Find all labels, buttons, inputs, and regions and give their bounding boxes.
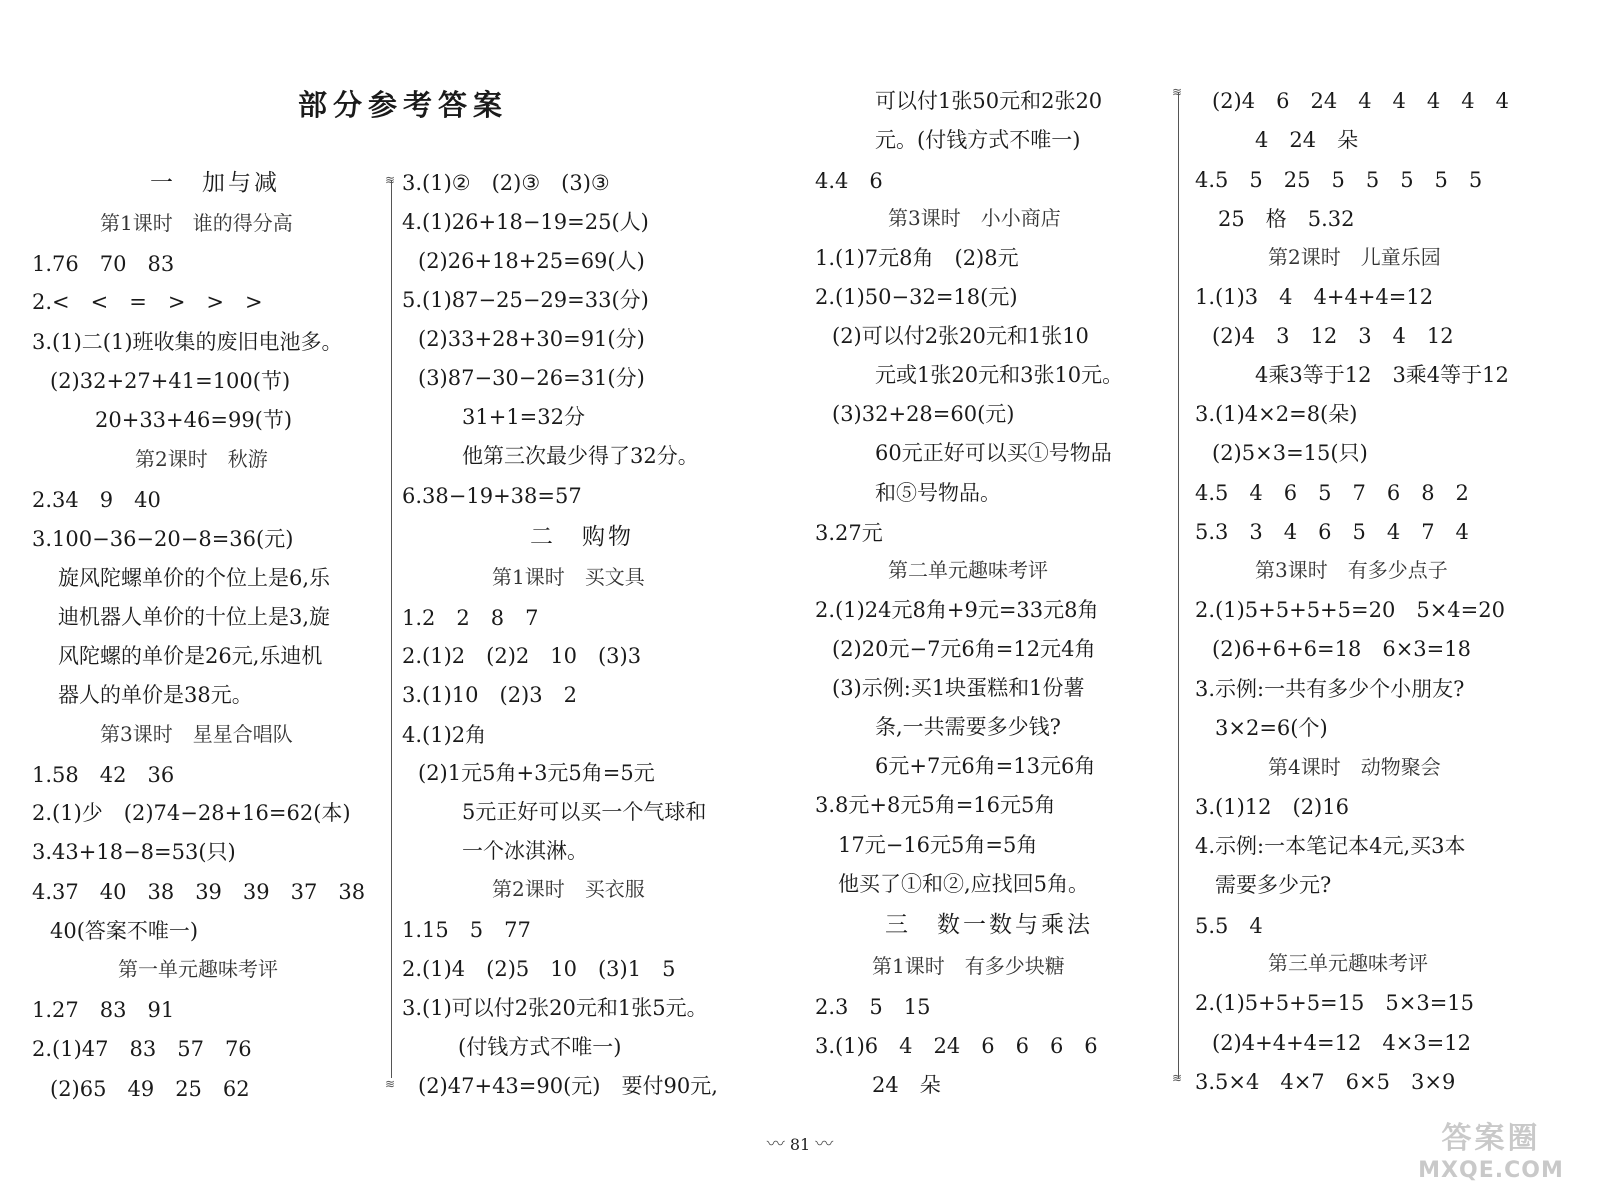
lesson-heading: 第1课时 有多少块糖 xyxy=(872,954,1065,978)
answer-line: (2)5×3=15(只) xyxy=(1212,441,1368,465)
answer-line: (2)32+27+41=100(节) xyxy=(50,369,291,393)
answer-line: 60元正好可以买①号物品 xyxy=(875,441,1112,465)
answer-line: 3.(1)10 (2)3 2 xyxy=(402,683,577,707)
watermark xyxy=(1416,1120,1566,1188)
answer-line: 4.示例:一本笔记本4元,买3本 xyxy=(1195,834,1466,858)
answer-line: 4.(1)26+18−19=25(人) xyxy=(402,210,649,234)
answer-line: 3.(1)二(1)班收集的废旧电池多。 xyxy=(32,330,343,354)
column-divider-1 xyxy=(391,180,392,1078)
answer-line: 4.5 5 25 5 5 5 5 5 xyxy=(1195,168,1483,192)
lesson-heading: 第一单元趣味考评 xyxy=(118,957,278,981)
answer-line: 迪机器人单价的十位上是3,旋 xyxy=(58,605,331,629)
answer-line: 3.示例:一共有多少个小朋友? xyxy=(1195,677,1465,701)
answer-line: 4.(1)2角 xyxy=(402,723,487,747)
answer-line: 1.15 5 77 xyxy=(402,918,531,942)
answer-line: 3.8元+8元5角=16元5角 xyxy=(815,793,1056,817)
answer-line: 2.(1)少 (2)74−28+16=62(本) xyxy=(32,801,351,825)
lesson-heading: 第1课时 谁的得分高 xyxy=(100,211,293,235)
answer-line: 3.(1)② (2)③ (3)③ xyxy=(402,171,610,195)
answer-line: 2.(1)2 (2)2 10 (3)3 xyxy=(402,644,642,668)
watermark-url: MXQE.COM xyxy=(1418,1158,1564,1183)
section-heading: 一 加与减 xyxy=(150,170,280,196)
answer-line: 40(答案不唯一) xyxy=(50,919,199,943)
answer-line: 1.(1)3 4 4+4+4=12 xyxy=(1195,285,1434,309)
answer-line: (2)65 49 25 62 xyxy=(50,1077,250,1101)
divider-ornament-icon: ≋ xyxy=(1172,85,1183,99)
section-heading: 二 购物 xyxy=(530,524,634,550)
answer-line: 2.34 9 40 xyxy=(32,488,161,512)
answer-line: 3×2=6(个) xyxy=(1215,716,1328,740)
answer-line: 3.43+18−8=53(只) xyxy=(32,840,236,864)
answer-line: 31+1=32分 xyxy=(462,405,585,429)
lesson-heading: 第2课时 儿童乐园 xyxy=(1268,245,1441,269)
answer-line: 需要多少元? xyxy=(1215,873,1332,897)
divider-ornament-icon: ≋ xyxy=(1172,1071,1183,1085)
answer-line: 3.100−36−20−8=36(元) xyxy=(32,527,294,551)
answer-line: 24 朵 xyxy=(872,1073,941,1097)
lesson-heading: 第4课时 动物聚会 xyxy=(1268,755,1441,779)
answer-line: 旋风陀螺单价的个位上是6,乐 xyxy=(58,566,331,590)
answer-line: 6元+7元6角=13元6角 xyxy=(875,754,1096,778)
answer-line: (2)4 6 24 4 4 4 4 4 xyxy=(1212,89,1509,113)
answer-line: 和⑤号物品。 xyxy=(875,481,1001,505)
answer-line: 2.< < = > > > xyxy=(32,290,263,314)
swirl-left-icon: 〰 xyxy=(766,1134,785,1155)
answer-line: (2)可以付2张20元和1张10 xyxy=(832,324,1089,348)
answer-line: (3)32+28=60(元) xyxy=(832,402,1015,426)
answer-line: 4.5 4 6 5 7 6 8 2 xyxy=(1195,481,1469,505)
answer-line: 1.2 2 8 7 xyxy=(402,606,539,630)
answer-line: 器人的单价是38元。 xyxy=(58,683,253,707)
answer-line: 可以付1张50元和2张20 xyxy=(875,89,1103,113)
answer-line: 4 24 朵 xyxy=(1255,128,1359,152)
lesson-heading: 第2课时 秋游 xyxy=(135,447,268,471)
answer-line: 5元正好可以买一个气球和 xyxy=(462,800,707,824)
answer-line: 2.(1)5+5+5+5=20 5×4=20 xyxy=(1195,598,1505,622)
lesson-heading: 第3课时 星星合唱队 xyxy=(100,722,293,746)
answer-line: 2.(1)4 (2)5 10 (3)1 5 xyxy=(402,957,676,981)
answer-line: (2)47+43=90(元) 要付90元, xyxy=(418,1074,718,1098)
answer-line: 5.5 4 xyxy=(1195,914,1263,938)
swirl-right-icon: 〰 xyxy=(815,1134,834,1155)
answer-line: 1.27 83 91 xyxy=(32,998,175,1022)
lesson-heading: 第3课时 有多少点子 xyxy=(1255,558,1448,582)
lesson-heading: 第三单元趣味考评 xyxy=(1268,951,1428,975)
answer-line: 5.3 3 4 6 5 4 7 4 xyxy=(1195,520,1469,544)
lesson-heading: 第1课时 买文具 xyxy=(492,565,645,589)
answer-line: 4.37 40 38 39 39 37 38 xyxy=(32,880,366,904)
answer-line: 他第三次最少得了32分。 xyxy=(462,444,699,468)
answer-line: 6.38−19+38=57 xyxy=(402,484,582,508)
answer-line: 一个冰淇淋。 xyxy=(462,839,588,863)
divider-ornament-icon: ≋ xyxy=(385,1077,396,1091)
answer-line: 4.4 6 xyxy=(815,169,883,193)
answer-line: 风陀螺的单价是26元,乐迪机 xyxy=(58,644,323,668)
divider-ornament-icon: ≋ xyxy=(385,173,396,187)
answer-line: 17元−16元5角=5角 xyxy=(838,833,1038,857)
lesson-heading: 第2课时 买衣服 xyxy=(492,877,645,901)
answer-line: 3.(1)可以付2张20元和1张5元。 xyxy=(402,996,708,1020)
answer-line: (2)26+18+25=69(人) xyxy=(418,249,645,273)
answer-line: 3.5×4 4×7 6×5 3×9 xyxy=(1195,1070,1456,1094)
page-number: 81 xyxy=(789,1135,811,1154)
answer-line: 4乘3等于12 3乘4等于12 xyxy=(1255,363,1509,387)
answer-line: 3.(1)4×2=8(朵) xyxy=(1195,402,1358,426)
answer-line: 5.(1)87−25−29=33(分) xyxy=(402,288,649,312)
answer-line: 1.76 70 83 xyxy=(32,252,175,276)
answer-line: (2)4 3 12 3 4 12 xyxy=(1212,324,1454,348)
watermark-logo-text: 答案圈 xyxy=(1441,1121,1541,1156)
answer-line: 1.58 42 36 xyxy=(32,763,175,787)
answer-line: (2)20元−7元6角=12元4角 xyxy=(832,637,1096,661)
answer-line: (3)87−30−26=31(分) xyxy=(418,366,645,390)
column-divider-3 xyxy=(1178,92,1179,1078)
answer-line: (付钱方式不唯一) xyxy=(458,1035,622,1059)
answer-line: 1.(1)7元8角 (2)8元 xyxy=(815,246,1019,270)
answer-line: 2.3 5 15 xyxy=(815,995,931,1019)
answer-line: (2)6+6+6=18 6×3=18 xyxy=(1212,637,1471,661)
answer-line: 条,一共需要多少钱? xyxy=(875,715,1061,739)
answer-line: 3.27元 xyxy=(815,521,883,545)
answer-line: 元或1张20元和3张10元。 xyxy=(875,363,1124,387)
answer-line: (2)33+28+30=91(分) xyxy=(418,327,645,351)
answer-line: 元。(付钱方式不唯一) xyxy=(875,128,1081,152)
answer-line: (2)1元5角+3元5角=5元 xyxy=(418,761,655,785)
answer-line: (2)4+4+4=12 4×3=12 xyxy=(1212,1031,1471,1055)
answer-line: 他买了①和②,应找回5角。 xyxy=(838,872,1090,896)
section-heading: 三 数一数与乘法 xyxy=(885,912,1093,938)
answer-line: 2.(1)5+5+5=15 5×3=15 xyxy=(1195,991,1475,1015)
page-title: 部分参考答案 xyxy=(298,88,509,122)
answer-line: (3)示例:买1块蛋糕和1份薯 xyxy=(832,676,1085,700)
answer-line: 2.(1)24元8角+9元=33元8角 xyxy=(815,598,1099,622)
answer-line: 3.(1)6 4 24 6 6 6 6 xyxy=(815,1034,1098,1058)
lesson-heading: 第二单元趣味考评 xyxy=(888,558,1048,582)
answer-line: 3.(1)12 (2)16 xyxy=(1195,795,1349,819)
page-footer xyxy=(745,1130,855,1156)
answer-line: 20+33+46=99(节) xyxy=(95,408,293,432)
answer-line: 25 格 5.32 xyxy=(1218,207,1355,231)
answer-line: 2.(1)50−32=18(元) xyxy=(815,285,1018,309)
lesson-heading: 第3课时 小小商店 xyxy=(888,206,1061,230)
answer-line: 2.(1)47 83 57 76 xyxy=(32,1037,252,1061)
